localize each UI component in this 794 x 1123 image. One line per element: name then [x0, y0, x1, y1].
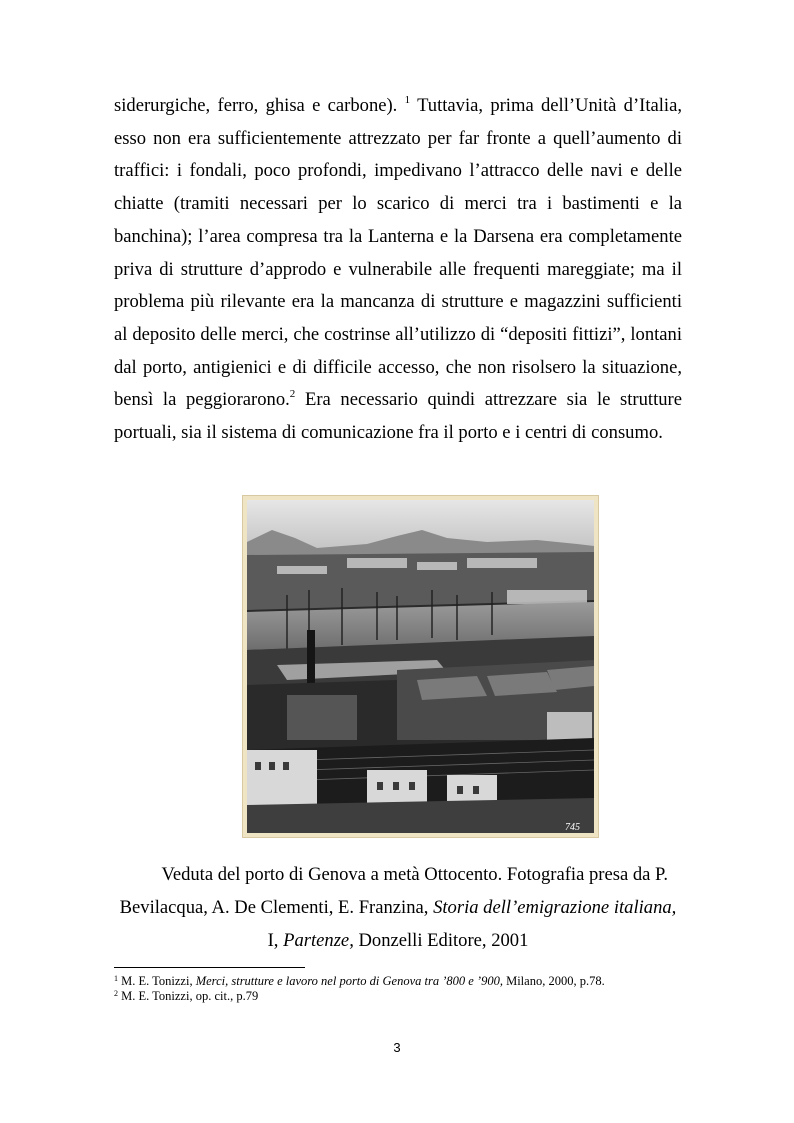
- body-text-part-2: Tuttavia, prima dell’Unità d’Italia, esso non era sufficientemente attrezzato per far fronte a quell’aumento di traffici: i fondali, poco profondi, impedivano l’attracco delle navi e delle chiatte (tramiti necessari per lo scarico di merci tra i bastimenti e la banchina); l’area compresa tra la Lanterna e la Darsena era completamente priva di strutture d’approdo e vulnerabile alle frequenti mareggiate; ma il problema più rilevante era la mancanza di strutture e magazzini sufficienti al deposito delle merci, che costrinse all’utilizzo di “depositi fittizi”, lontani dal porto, antigienici e di difficile accesso, che non risolsero la situazione, bensì la peggiorarono.: [114, 95, 682, 411]
- footnote-ref-1[interactable]: 1: [404, 94, 411, 106]
- caption-authors: Bevilacqua, A. De Clementi, E. Franzina,: [119, 897, 434, 918]
- caption-book-title: Storia dell’emigrazione italiana,: [433, 897, 677, 918]
- footnote-separator: [114, 967, 305, 968]
- caption-volume-title: Partenze,: [283, 930, 354, 951]
- footnote-1: [114, 974, 682, 989]
- footnote-2-number: 2: [114, 989, 118, 998]
- footnote-1-details: Milano, 2000, p.78.: [502, 974, 605, 988]
- page-number: 3: [393, 1040, 401, 1055]
- port-photo-image: [247, 500, 594, 833]
- footnote-1-number: 1: [114, 974, 118, 983]
- photo-plate-number: 745: [565, 822, 580, 833]
- caption-line-1: Veduta del porto di Genova a metà Ottocento. Fotografia presa da P.: [161, 864, 668, 885]
- footnote-1-title: Merci, strutture e lavoro nel porto di Genova tra ’800 e ’900,: [195, 974, 503, 988]
- photo-caption: [114, 858, 682, 957]
- footnote-1-author: M. E. Tonizzi,: [118, 974, 196, 988]
- caption-line-2: [114, 891, 682, 924]
- caption-line-3: [114, 924, 682, 957]
- body-paragraph: [114, 90, 682, 450]
- footnotes: [114, 974, 682, 1004]
- caption-publisher: Donzelli Editore, 2001: [353, 930, 529, 951]
- body-text-part-3: Era necessario quindi attrezzare sia le strutture portuali, sia il sistema di comunicazione fra il porto e i centri di consumo.: [114, 389, 682, 444]
- caption-volume: I,: [267, 930, 284, 951]
- footnote-ref-2[interactable]: 2: [289, 388, 296, 401]
- port-photograph: [242, 495, 599, 838]
- body-text-part-1: siderurgiche, ferro, ghisa e carbone).: [114, 95, 405, 116]
- footnote-2-text: M. E. Tonizzi, op. cit., p.79: [118, 989, 259, 1003]
- footnote-2: [114, 989, 682, 1004]
